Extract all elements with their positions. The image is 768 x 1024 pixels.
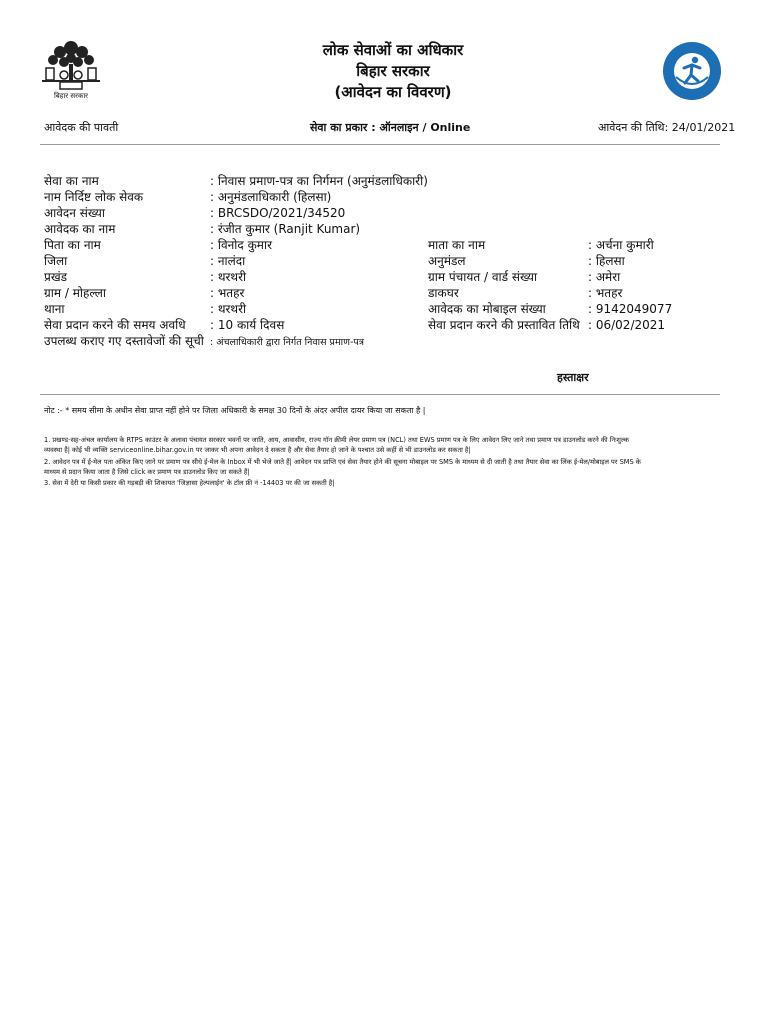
father-name-value: : विनोद कुमार	[210, 238, 273, 252]
documents-label: उपलब्ध कराए गए दस्तावेजों की सूची	[44, 334, 204, 348]
village-label: ग्राम / मोहल्ला	[44, 286, 107, 300]
bihar-emblem-logo	[40, 38, 102, 104]
service-name-label: सेवा का नाम	[44, 174, 99, 188]
service-type-value: ऑनलाइन / Online	[379, 121, 471, 134]
subdivision-label: अनुमंडल	[428, 254, 466, 268]
application-number-value: : BRCSDO/2021/34520	[210, 206, 346, 220]
footnote-line: 3. सेवा में देरी या किसी प्रकार की गड़बड़ी की शिकायत 'जिज्ञासा हेल्पलाईन' के टॉल फ्री नं -14403 पर की जा सकती है|	[44, 479, 335, 487]
block-value: : थरथरी	[210, 270, 247, 284]
rtps-logo	[662, 41, 722, 101]
application-date: आवेदन की तिथि: 24/01/2021	[598, 121, 736, 134]
appeal-note: नोट :- * समय सीमा के अधीन सेवा प्राप्त नहीं होने पर जिला अधिकारी के समक्ष 30 दिनों के अंदर अपील दायर किया जा सकता है |	[44, 406, 426, 415]
post-office-value: : भतहर	[588, 286, 623, 300]
footnote-line: 2. आवेदन पत्र में ई-मेल पता अंकित किए जाने पर प्रमाण पत्र सीधे ई-मेल के Inbox में भी भेजे जाते हैं| आवेदन पत्र प्राप्ति एवं सेवा तैयार होने की सूचना मोबाइल पर SMS के माध्यम से दी जाती है तथा तैयार सेवा का लिंक ई-मेल/मोबाइल पर SMS के	[44, 458, 641, 466]
emblem-caption: बिहार सरकार	[53, 92, 89, 100]
divider	[40, 394, 720, 395]
mother-name-label: माता का नाम	[428, 238, 486, 252]
applicant-name-label: आवेदक का नाम	[44, 222, 116, 236]
post-office-label: डाकघर	[428, 286, 459, 300]
rtps-emblem-icon	[662, 41, 722, 101]
service-type	[310, 120, 470, 135]
father-name-label: पिता का नाम	[44, 238, 101, 252]
subdivision-value: : हिलसा	[588, 254, 625, 268]
service-name-value: : निवास प्रमाण-पत्र का निर्गमन (अनुमंडलाधिकारी)	[210, 174, 428, 188]
footnote-line: 1. प्रखण्ड-सह-अंचल कार्यालय के RTPS काउंटर के अलावा पंचायत सरकार भवनों पर जाति, आय, आवासीय, राज्य गॉन क्रीमी लेयर प्रमाण पत्र (NCL) तथा EWS प्रमाण पत्र के लिए आवेदन लिए जाने तथा प्रमाण पत्र डाउनलोड करने की निःशुल्क	[44, 436, 629, 444]
village-value: : भतहर	[210, 286, 245, 300]
application-number-label: आवेदन संख्या	[44, 206, 105, 220]
time-limit-value: : 10 कार्य दिवस	[210, 318, 285, 332]
footnote-line: व्यवस्था है| कोई भी व्यक्ति serviceonline.bihar.gov.in पर जाकर भी अपना आवेदन दे सकता है और सेवा तैयार हो जाने के पश्चात उसे कहीं से भी डाउनलोड कर सकता है|	[44, 446, 471, 454]
page-title: लोक सेवाओं का अधिकार	[322, 41, 464, 59]
footnote-line: माध्यम से प्रदान किया जाता है जिसे click कर प्रमाण पत्र डाउनलोड किए जा सकते हैं|	[44, 468, 250, 476]
district-value: : नालंदा	[210, 254, 246, 268]
signature-label: हस्ताक्षर	[557, 371, 589, 384]
officer-value: : अनुमंडलाधिकारी (हिलसा)	[210, 190, 332, 204]
page-subtitle: बिहार सरकार	[356, 62, 430, 80]
documents-value: : अंचलाधिकारी द्वारा निर्गत निवास प्रमाण-पत्र	[210, 337, 365, 348]
panchayat-value: : अमेरा	[588, 270, 621, 284]
police-station-label: थाना	[44, 302, 65, 316]
officer-label: नाम निर्दिष्ट लोक सेवक	[44, 190, 144, 204]
service-type-label: सेवा का प्रकार :	[310, 121, 376, 134]
mobile-label: आवेदक का मोबाइल संख्या	[428, 302, 546, 316]
applicant-name-value: : रंजीत कुमार (Ranjit Kumar)	[210, 222, 361, 236]
block-label: प्रखंड	[44, 270, 68, 284]
mobile-value: : 9142049077	[588, 302, 673, 316]
due-date-label: सेवा प्रदान करने की प्रस्तावित तिथि	[428, 318, 580, 332]
due-date-value: : 06/02/2021	[588, 318, 666, 332]
panchayat-label: ग्राम पंचायत / वार्ड संख्या	[428, 270, 538, 284]
receipt-label: आवेदक की पावती	[44, 121, 119, 134]
district-label: जिला	[44, 254, 68, 268]
mother-name-value: : अर्चना कुमारी	[588, 238, 654, 252]
time-limit-label: सेवा प्रदान करने की समय अवधि	[44, 318, 186, 332]
document-title-block	[250, 40, 536, 103]
page-subtitle-2: (आवेदन का विवरण)	[334, 83, 452, 101]
police-station-value: : थरथरी	[210, 302, 247, 316]
bodhi-tree-icon	[40, 38, 102, 92]
divider	[40, 144, 720, 145]
